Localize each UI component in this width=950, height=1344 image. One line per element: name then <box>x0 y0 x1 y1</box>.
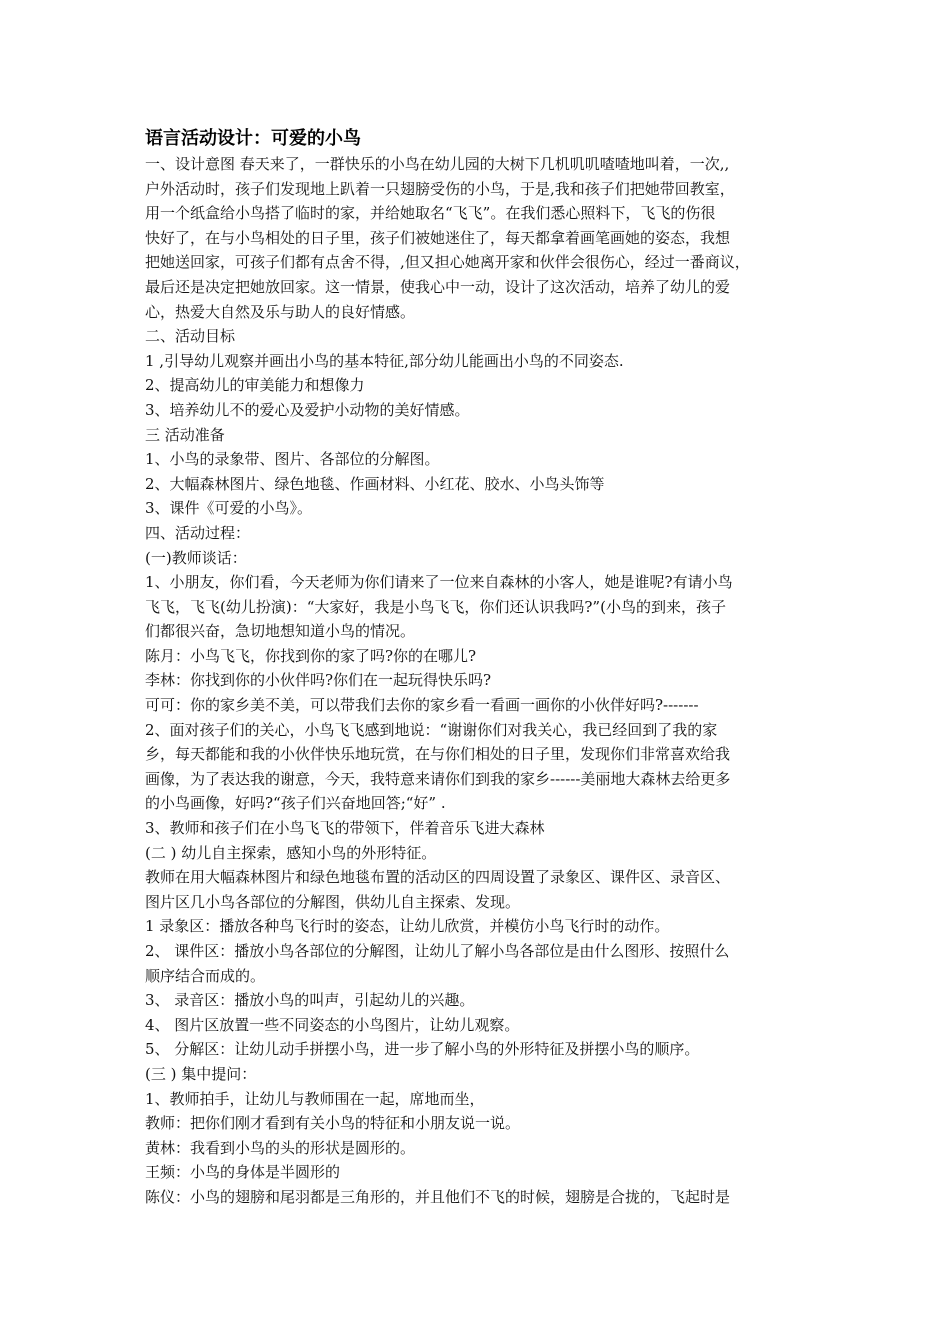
text-line: 1、教师拍手，让幼儿与教师围在一起，席地而坐， <box>145 1089 485 1108</box>
text-line: 飞飞，飞飞(幼儿扮演)：“大家好，我是小鸟飞飞，你们还认识我吗?”(小鸟的到来，孩子 <box>145 597 726 616</box>
text-line: 1 ,引导幼儿观察并画出小鸟的基本特征,部分幼儿能画出小鸟的不同姿态. <box>145 351 624 370</box>
text-line: 最后还是决定把她放回家。这一情景，使我心中一动，设计了这次活动，培养了幼儿的爱 <box>145 277 731 296</box>
text-line: 把她送回家，可孩子们都有点舍不得，,但又担心她离开家和伙伴会很伤心，经过一番商议， <box>145 253 750 272</box>
text-line: 2、 课件区：播放小鸟各部位的分解图，让幼儿了解小鸟各部位是由什么图形、按照什么 <box>145 942 730 960</box>
text-line: 陈仪：小鸟的翅膀和尾羽都是三角形的，并且他们不飞的时候，翅膀是合拢的，飞起时是 <box>145 1187 731 1206</box>
document-title: 语言活动设计：可爱的小鸟 <box>145 128 361 149</box>
text-line: (二 ) 幼儿自主探索，感知小鸟的外形特征。 <box>145 843 437 862</box>
text-line: 李林：你找到你的小伙伴吗?你们在一起玩得快乐吗? <box>145 671 492 690</box>
text-line: 2、面对孩子们的关心，小鸟飞飞感到地说：“谢谢你们对我关心，我已经回到了我的家 <box>145 720 718 739</box>
text-line: 2、大幅森林图片、绿色地毯、作画材料、小红花、胶水、小鸟头饰等 <box>145 474 605 493</box>
text-line: 3、课件《可爱的小鸟》。 <box>145 499 313 518</box>
text-line: 用一个纸盒给小鸟搭了临时的家，并给她取名“飞飞”。在我们悉心照料下，飞飞的伤很 <box>145 204 716 223</box>
text-line: 们都很兴奋，急切地想知道小鸟的情况。 <box>145 622 416 641</box>
text-line: 教师：把你们刚才看到有关小鸟的特征和小朋友说一说。 <box>145 1114 521 1133</box>
text-line: 心，热爱大自然及乐与助人的良好情感。 <box>145 302 416 321</box>
text-line: 乡，每天都能和我的小伙伴快乐地玩赏，在与你们相处的日子里，发现你们非常喜欢给我 <box>145 745 731 764</box>
text-line: 3、教师和孩子们在小鸟飞飞的带领下，伴着音乐飞进大森林 <box>145 819 545 838</box>
text-line: 一、设计意图 春天来了，一群快乐的小鸟在幼儿园的大树下几机叽叽喳喳地叫着，一次,, <box>145 155 730 173</box>
text-line: 5、 分解区：让幼儿动手拼摆小鸟，进一步了解小鸟的外形特征及拼摆小鸟的顺序。 <box>145 1040 700 1059</box>
text-line: 快好了，在与小鸟相处的日子里，孩子们被她迷住了，每天都拿着画笔画她的姿态，我想 <box>145 228 731 247</box>
text-line: 1、小朋友，你们看，今天老师为你们请来了一位来自森林的小客人，她是谁呢?有请小鸟 <box>145 573 733 592</box>
text-line: (一)教师谈话： <box>145 548 247 567</box>
text-line: 黄林：我看到小鸟的头的形状是圆形的。 <box>145 1138 416 1157</box>
text-line: 二、活动目标 <box>145 327 236 346</box>
text-line: 王频：小鸟的身体是半圆形的 <box>145 1163 341 1182</box>
text-line: 3、 录音区：播放小鸟的叫声，引起幼儿的兴趣。 <box>145 991 475 1010</box>
text-line: 四、活动过程： <box>145 523 251 542</box>
text-line: 教师在用大幅森林图片和绿色地毯布置的活动区的四周设置了录象区、课件区、录音区、 <box>145 868 731 887</box>
text-line: 1、小鸟的录象带、图片、各部位的分解图。 <box>145 450 440 469</box>
text-line: 画像，为了表达我的谢意，今天，我特意来请你们到我的家乡------美丽地大森林去给更多 <box>145 769 731 788</box>
text-line: 3、培养幼儿不的爱心及爱护小动物的美好情感。 <box>145 400 470 419</box>
text-line: 三 活动准备 <box>145 425 225 444</box>
document-body <box>145 152 825 1210</box>
document-page <box>145 126 825 1210</box>
text-line: 图片区几小鸟各部位的分解图，供幼儿自主探索、发现。 <box>145 892 521 911</box>
text-line: 2、提高幼儿的审美能力和想像力 <box>145 376 365 395</box>
text-line: 1 录象区：播放各种鸟飞行时的姿态，让幼儿欣赏，并模仿小鸟飞行时的动作。 <box>145 917 670 936</box>
text-line: 4、 图片区放置一些不同姿态的小鸟图片，让幼儿观察。 <box>145 1015 520 1034</box>
text-line: 户外活动时，孩子们发现地上趴着一只翅膀受伤的小鸟，于是,我和孩子们把她带回教室， <box>145 179 735 198</box>
text-line: (三 ) 集中提问： <box>145 1064 257 1083</box>
text-line: 顺序结合而成的。 <box>145 966 266 985</box>
text-line: 可可：你的家乡美不美，可以带我们去你的家乡看一看画一画你的小伙伴好吗?------- <box>145 696 699 715</box>
text-line: 陈月：小鸟飞飞，你找到你的家了吗?你的在哪儿? <box>145 646 477 665</box>
text-line: 的小鸟画像，好吗?“孩子们兴奋地回答;“好” . <box>145 794 446 813</box>
